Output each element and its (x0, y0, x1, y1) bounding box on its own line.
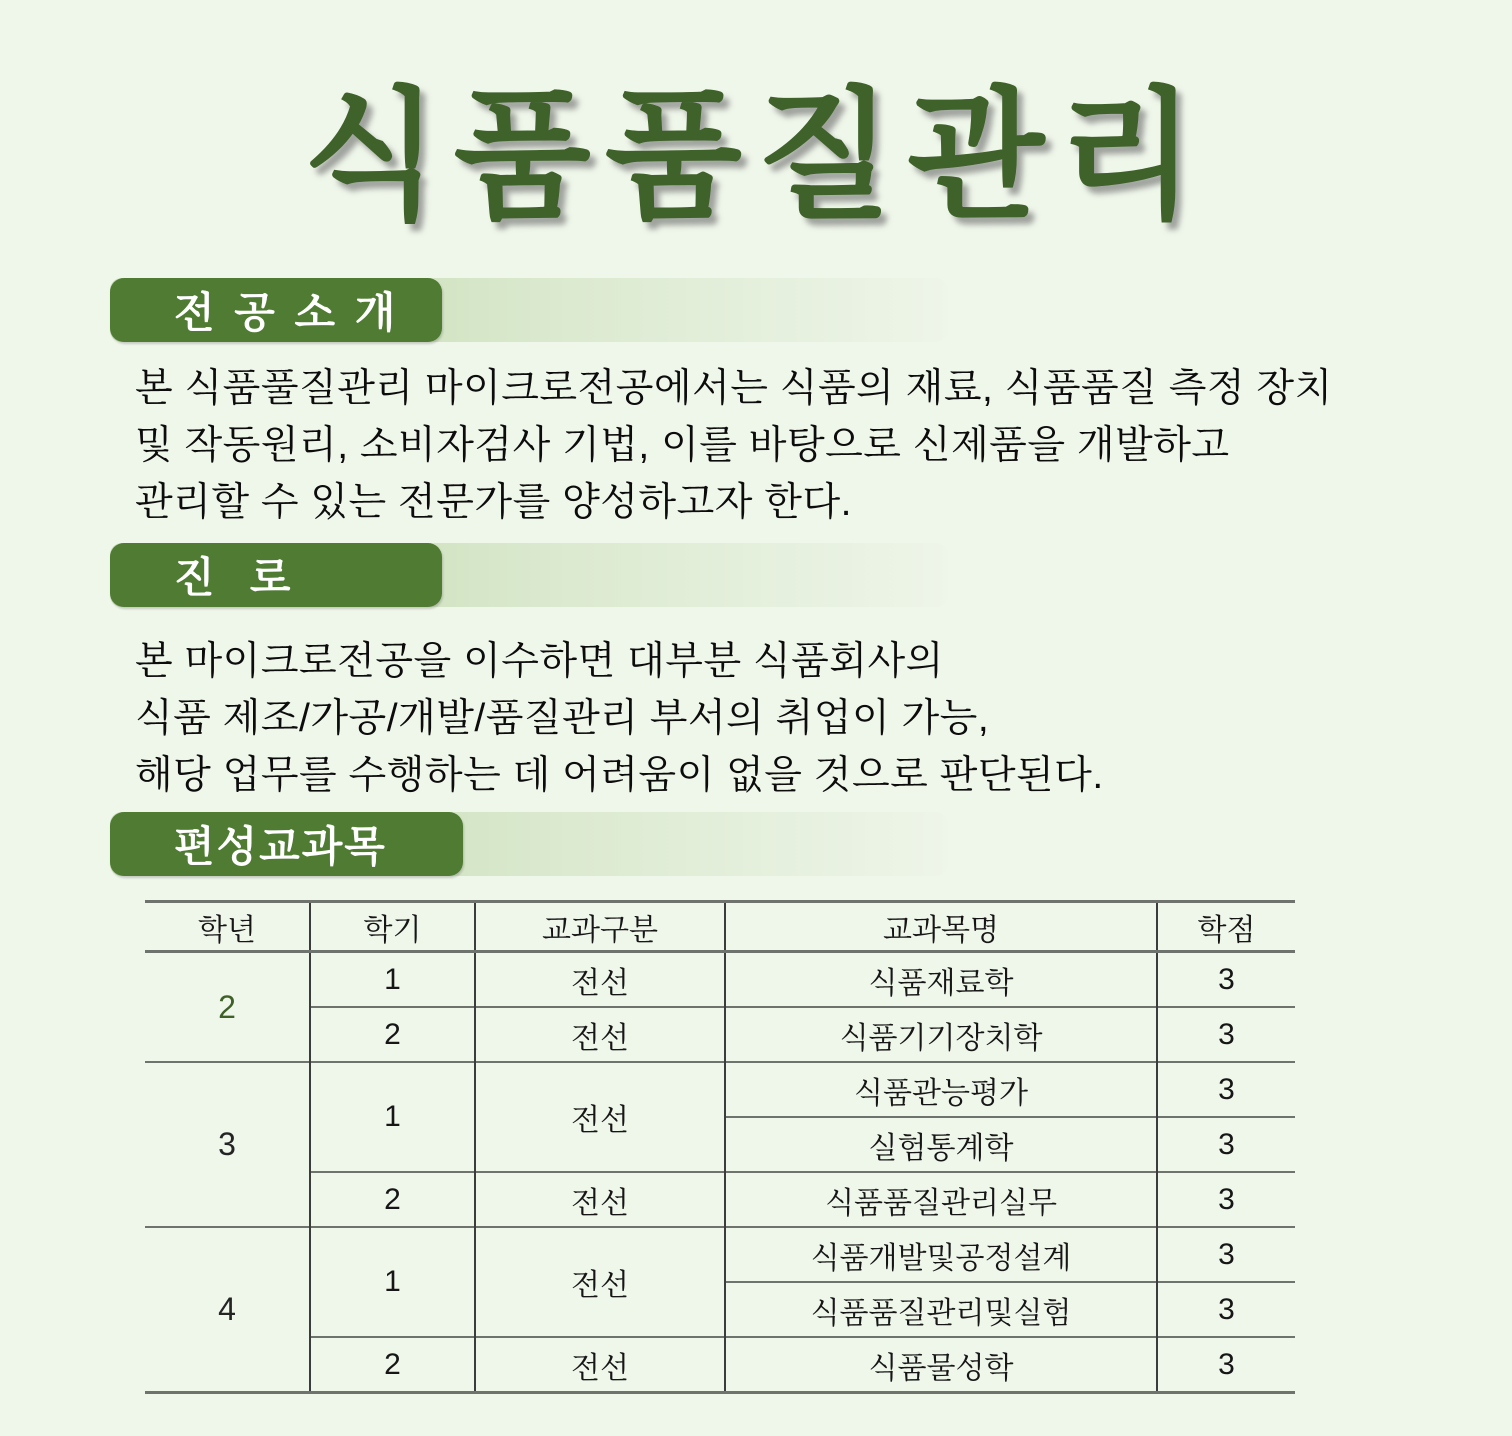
header-credits: 학점 (1157, 902, 1295, 952)
curriculum-table (145, 900, 1295, 1394)
cell-credits: 3 (1157, 952, 1295, 1008)
career-line-3: 해당 업무를 수행하는 데 어려움이 없을 것으로 판단된다. (135, 754, 1104, 797)
cell-semester: 1 (310, 1227, 475, 1337)
section-header-curriculum-label: 편성교과목 (110, 812, 463, 876)
cell-category: 전선 (475, 1227, 725, 1337)
header-course: 교과목명 (725, 902, 1157, 952)
cell-course: 식품물성학 (725, 1337, 1157, 1393)
cell-course: 식품개발및공정설계 (725, 1227, 1157, 1282)
cell-course: 실험통계학 (725, 1117, 1157, 1172)
section-header-career (110, 543, 948, 607)
intro-line-2: 및 작동원리, 소비자검사 기법, 이를 바탕으로 신제품을 개발하고 (135, 424, 1230, 467)
table-row (145, 1337, 1295, 1393)
table-row (145, 1227, 1295, 1282)
cell-credits: 3 (1157, 1062, 1295, 1117)
table-row (145, 1007, 1295, 1062)
intro-line-1: 본 식품풀질관리 마이크로전공에서는 식품의 재료, 식품품질 측정 장치 (135, 367, 1333, 410)
cell-category: 전선 (475, 1007, 725, 1062)
cell-credits: 3 (1157, 1337, 1295, 1393)
header-semester: 학기 (310, 902, 475, 952)
cell-year-2: 2 (145, 952, 310, 1063)
table-row (145, 1172, 1295, 1227)
cell-course: 식품재료학 (725, 952, 1157, 1008)
cell-course: 식품관능평가 (725, 1062, 1157, 1117)
cell-semester: 1 (310, 1062, 475, 1172)
table-header-row (145, 902, 1295, 952)
career-paragraph (135, 633, 1104, 804)
table-row (145, 952, 1295, 1008)
section-header-intro-label: 전 공 소 개 (110, 278, 442, 342)
cell-category: 전선 (475, 1062, 725, 1172)
table-row (145, 1062, 1295, 1117)
section-header-career-label: 진 로 (110, 543, 442, 607)
cell-credits: 3 (1157, 1007, 1295, 1062)
cell-course: 식품기기장치학 (725, 1007, 1157, 1062)
cell-category: 전선 (475, 1337, 725, 1393)
cell-credits: 3 (1157, 1117, 1295, 1172)
cell-semester: 2 (310, 1172, 475, 1227)
cell-semester: 2 (310, 1337, 475, 1393)
cell-semester: 2 (310, 1007, 475, 1062)
section-header-curriculum (110, 812, 948, 876)
cell-credits: 3 (1157, 1227, 1295, 1282)
cell-credits: 3 (1157, 1172, 1295, 1227)
cell-course: 식품품질관리실무 (725, 1172, 1157, 1227)
section-header-intro (110, 278, 948, 342)
cell-category: 전선 (475, 952, 725, 1008)
career-line-1: 본 마이크로전공을 이수하면 대부분 식품회사의 (135, 640, 944, 683)
cell-category: 전선 (475, 1172, 725, 1227)
cell-course: 식품품질관리및실험 (725, 1282, 1157, 1337)
cell-semester: 1 (310, 952, 475, 1008)
cell-year-3: 3 (145, 1062, 310, 1227)
page-title: 식품품질관리 (302, 77, 1210, 236)
header-year: 학년 (145, 902, 310, 952)
cell-year-4: 4 (145, 1227, 310, 1393)
header-category: 교과구분 (475, 902, 725, 952)
intro-paragraph (135, 360, 1333, 531)
intro-line-3: 관리할 수 있는 전문가를 양성하고자 한다. (135, 481, 852, 524)
career-line-2: 식품 제조/가공/개발/품질관리 부서의 취업이 가능, (135, 697, 990, 740)
cell-credits: 3 (1157, 1282, 1295, 1337)
